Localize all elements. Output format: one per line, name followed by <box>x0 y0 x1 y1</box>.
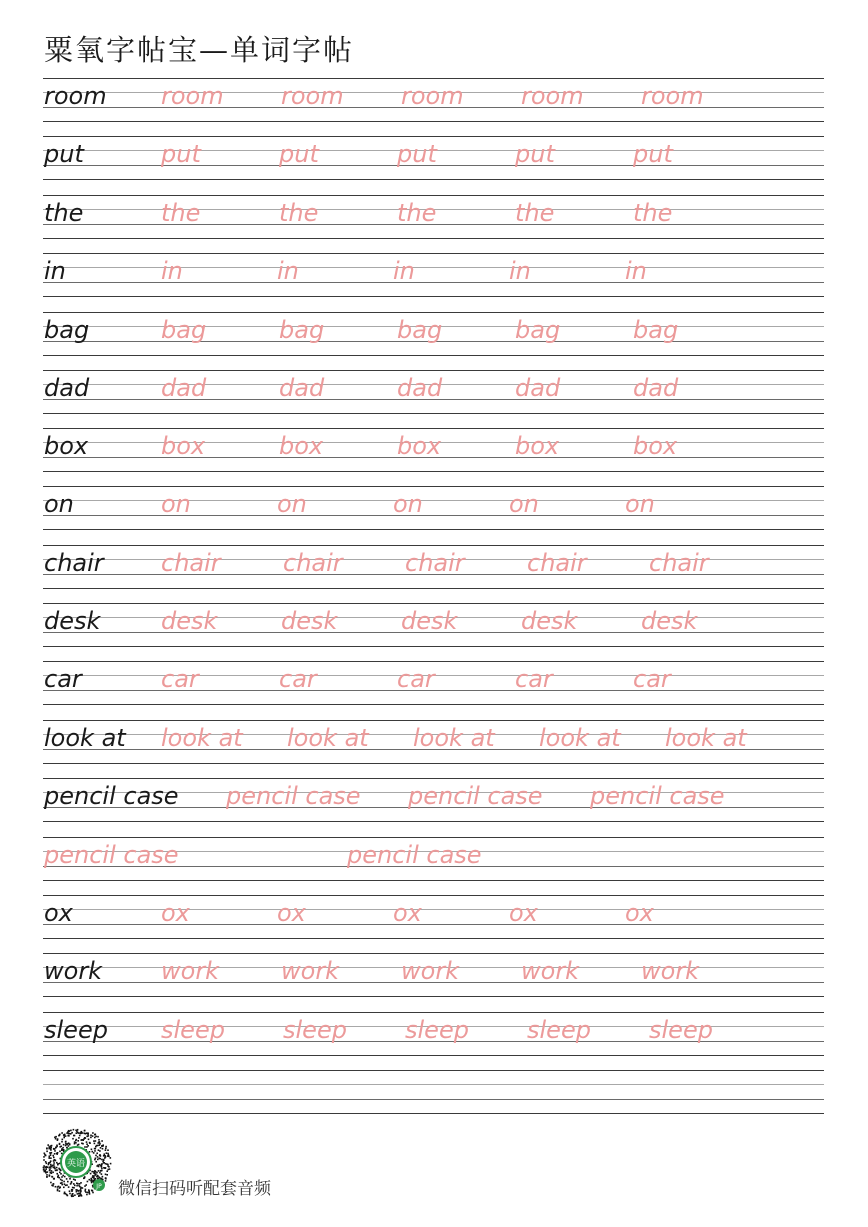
trace-word: dad <box>279 374 325 402</box>
ruling-line <box>43 1070 824 1071</box>
practice-row <box>43 486 824 530</box>
trace-word: car <box>397 665 435 693</box>
ruling-line <box>43 486 824 487</box>
trace-word: in <box>393 257 415 285</box>
trace-word: on <box>277 490 307 518</box>
model-word: put <box>44 140 84 168</box>
trace-word: car <box>161 665 199 693</box>
model-word: ox <box>44 899 73 927</box>
ruling-line <box>43 545 824 546</box>
trace-word: look at <box>161 724 243 752</box>
trace-word: work <box>641 957 700 985</box>
trace-word: work <box>161 957 220 985</box>
trace-word: desk <box>281 607 338 635</box>
trace-word: room <box>281 82 344 110</box>
footer <box>40 1126 440 1201</box>
scan-hint-text: 微信扫码听配套音频 <box>118 1179 271 1199</box>
ruling-line <box>43 1099 824 1100</box>
trace-word: pencil case <box>590 782 725 810</box>
trace-word: in <box>161 257 183 285</box>
trace-word: work <box>281 957 340 985</box>
trace-word: sleep <box>527 1016 591 1044</box>
practice-row <box>43 253 824 297</box>
trace-word: desk <box>161 607 218 635</box>
trace-word: the <box>161 199 201 227</box>
page-title: 粟氧字帖宝—单词字帖 <box>44 33 355 67</box>
practice-row <box>43 370 824 414</box>
trace-word: put <box>161 140 201 168</box>
trace-word: on <box>625 490 655 518</box>
trace-word: ox <box>625 899 654 927</box>
ruling-line <box>43 953 824 954</box>
trace-word: in <box>277 257 299 285</box>
trace-word: desk <box>641 607 698 635</box>
trace-word: pencil case <box>347 841 482 869</box>
ruling-line <box>43 1012 824 1013</box>
trace-word: the <box>397 199 437 227</box>
trace-word: pencil case <box>226 782 361 810</box>
trace-word: dad <box>515 374 561 402</box>
practice-row <box>43 720 824 764</box>
practice-row <box>43 778 824 822</box>
trace-word: box <box>397 432 442 460</box>
ruling-line <box>43 136 824 137</box>
trace-word: chair <box>527 549 587 577</box>
ruling-line <box>43 253 824 254</box>
trace-word: on <box>161 490 191 518</box>
trace-word: ox <box>161 899 190 927</box>
ruling-line <box>43 179 824 180</box>
trace-word: sleep <box>649 1016 713 1044</box>
qr-badge-label: 英语 <box>66 1159 86 1169</box>
trace-word: ox <box>277 899 306 927</box>
trace-word: chair <box>405 549 465 577</box>
model-word: on <box>44 490 74 518</box>
ruling-line <box>43 121 824 122</box>
trace-word: dad <box>161 374 207 402</box>
ruling-line <box>43 996 824 997</box>
ruling-line <box>43 763 824 764</box>
model-word: work <box>44 957 103 985</box>
practice-row <box>43 603 824 647</box>
practice-row <box>43 837 824 881</box>
trace-word: desk <box>521 607 578 635</box>
trace-word: bag <box>633 316 679 344</box>
practice-row <box>43 1012 824 1056</box>
ruling-line <box>43 661 824 662</box>
trace-word: put <box>515 140 555 168</box>
trace-word: put <box>397 140 437 168</box>
model-word: dad <box>44 374 90 402</box>
model-word: look at <box>44 724 126 752</box>
trace-word: bag <box>397 316 443 344</box>
practice-row <box>43 895 824 939</box>
model-word: desk <box>44 607 101 635</box>
trace-word: put <box>279 140 319 168</box>
ruling-line <box>43 837 824 838</box>
trace-word: sleep <box>283 1016 347 1044</box>
ruling-line <box>43 355 824 356</box>
trace-word: in <box>625 257 647 285</box>
trace-word: work <box>401 957 460 985</box>
ruling-line <box>43 195 824 196</box>
qr-small-badge-label: JP <box>96 1183 102 1190</box>
trace-word: room <box>401 82 464 110</box>
ruling-line <box>43 1113 824 1114</box>
trace-word: bag <box>161 316 207 344</box>
model-word: chair <box>44 549 104 577</box>
ruling-line <box>43 1084 824 1085</box>
trace-word: dad <box>633 374 679 402</box>
practice-row <box>43 661 824 705</box>
trace-word: look at <box>287 724 369 752</box>
trace-word: put <box>633 140 673 168</box>
model-word: box <box>44 432 89 460</box>
trace-word: ox <box>393 899 422 927</box>
trace-word: chair <box>649 549 709 577</box>
ruling-line <box>43 588 824 589</box>
practice-row <box>43 953 824 997</box>
ruling-line <box>43 778 824 779</box>
trace-word: bag <box>279 316 325 344</box>
trace-word: box <box>161 432 206 460</box>
ruling-line <box>43 1055 824 1056</box>
ruling-line <box>43 720 824 721</box>
trace-word: on <box>509 490 539 518</box>
ruling-line <box>43 312 824 313</box>
trace-word: car <box>279 665 317 693</box>
trace-word: car <box>633 665 671 693</box>
trace-word: ox <box>509 899 538 927</box>
ruling-line <box>43 704 824 705</box>
trace-word: bag <box>515 316 561 344</box>
model-word: bag <box>44 316 90 344</box>
ruling-line <box>43 603 824 604</box>
trace-word: look at <box>665 724 747 752</box>
ruling-line <box>43 370 824 371</box>
model-word: sleep <box>44 1016 108 1044</box>
model-word: pencil case <box>44 782 179 810</box>
trace-word: the <box>515 199 555 227</box>
trace-word: room <box>521 82 584 110</box>
trace-word: in <box>509 257 531 285</box>
practice-row <box>43 195 824 239</box>
ruling-line <box>43 238 824 239</box>
trace-word: room <box>641 82 704 110</box>
trace-word: dad <box>397 374 443 402</box>
ruling-line <box>43 78 824 79</box>
ruling-line <box>43 471 824 472</box>
practice-row <box>43 312 824 356</box>
trace-word: box <box>515 432 560 460</box>
practice-row <box>43 136 824 180</box>
trace-word: box <box>279 432 324 460</box>
practice-row <box>43 1070 824 1114</box>
ruling-line <box>43 895 824 896</box>
trace-word: sleep <box>161 1016 225 1044</box>
ruling-line <box>43 529 824 530</box>
trace-word: look at <box>539 724 621 752</box>
model-word: car <box>44 665 82 693</box>
model-word: the <box>44 199 84 227</box>
trace-word: desk <box>401 607 458 635</box>
trace-word: chair <box>283 549 343 577</box>
practice-row <box>43 545 824 589</box>
trace-word: sleep <box>405 1016 469 1044</box>
ruling-line <box>43 428 824 429</box>
trace-word: work <box>521 957 580 985</box>
trace-word: on <box>393 490 423 518</box>
ruling-line <box>43 880 824 881</box>
practice-row <box>43 428 824 472</box>
ruling-line <box>43 413 824 414</box>
trace-word: pencil case <box>408 782 543 810</box>
ruling-line <box>43 646 824 647</box>
ruling-line <box>43 296 824 297</box>
ruling-line <box>43 938 824 939</box>
trace-word: box <box>633 432 678 460</box>
trace-word: look at <box>413 724 495 752</box>
trace-word: the <box>279 199 319 227</box>
qr-code-icon[interactable] <box>40 1126 112 1198</box>
practice-row <box>43 78 824 122</box>
trace-word: car <box>515 665 553 693</box>
trace-word: the <box>633 199 673 227</box>
model-word: in <box>44 257 66 285</box>
ruling-line <box>43 821 824 822</box>
trace-word: pencil case <box>44 841 179 869</box>
model-word: room <box>44 82 107 110</box>
trace-word: room <box>161 82 224 110</box>
trace-word: chair <box>161 549 221 577</box>
